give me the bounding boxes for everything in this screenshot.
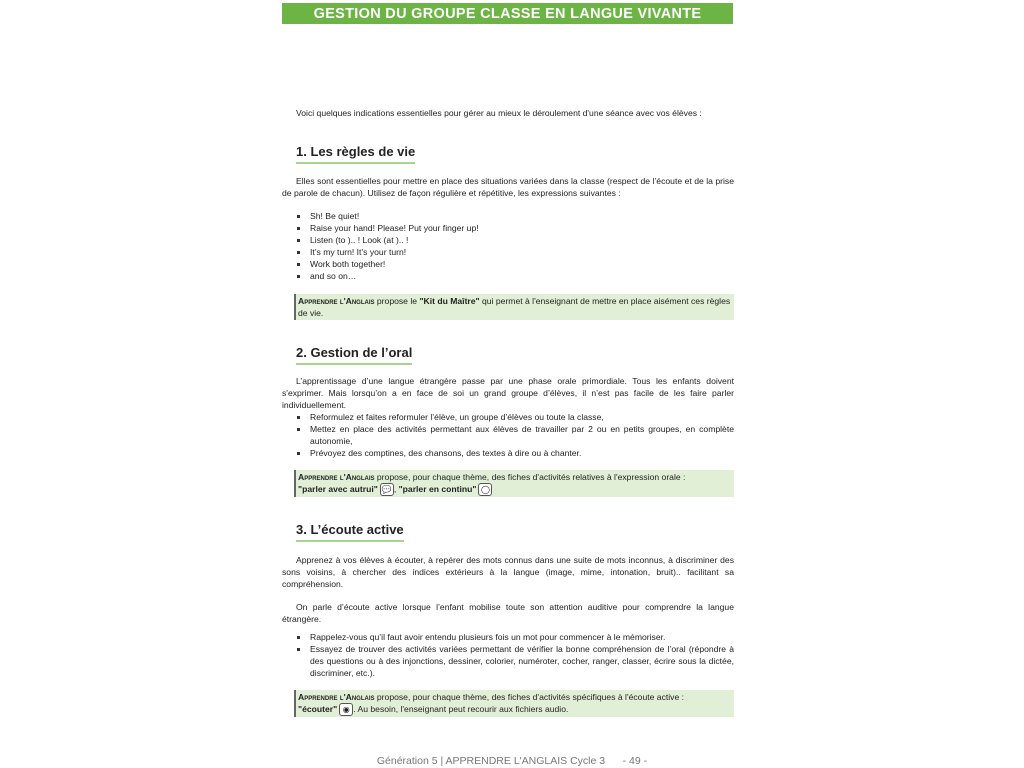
section-3-callout: Apprendre l'Anglais propose, pour chaque thème, des fiches d'activités spécifiques à l'écoute active : "écouter" ◉ . Au besoin, l'enseignant peut recourir aux fichiers audio. — [294, 690, 734, 717]
section-1-callout: Apprendre l'Anglais propose le "Kit du Maître" qui permet à l'enseignant de mettre en place aisément ces règles de vie. — [294, 294, 734, 320]
page-footer — [0, 755, 1024, 767]
section-2-title: 2. Gestion de l’oral — [296, 345, 412, 365]
speech-bubbles-icon: 💬 — [380, 483, 394, 496]
section-1-body: Elles sont essentielles pour mettre en place des situations variées dans la classe (respect de l’écoute et de la prise de parole de chacun). Utilisez de façon régulière et répétitive, les expressions suivantes : Sh! Be quiet! Raise your hand! Please! Put your finger up! Listen (to ).. ! Look (at ).. ! It’s my turn! It’s your turn! Work both together! and so on… — [282, 176, 734, 281]
list-item: Prévoyez des comptines, des chansons, des textes à dire ou à chanter. — [310, 447, 734, 459]
page-header-title: GESTION DU GROUPE CLASSE EN LANGUE VIVANTE — [282, 3, 733, 24]
list-item: Rappelez-vous qu’il faut avoir entendu plusieurs fois un mot pour commencer à le mémoriser. — [310, 631, 734, 643]
section-3-list — [282, 631, 734, 679]
list-item: Work both together! — [310, 258, 734, 270]
list-item: Listen (to ).. ! Look (at ).. ! — [310, 234, 734, 246]
list-item: Essayez de trouver des activités variées permettant de vérifier la bonne compréhension de l’oral (répondre à des questions ou à des injonctions, dessiner, colorier, numéroter, cocher, ranger, classer, écrire sous la dictée, discriminer, etc.). — [310, 644, 734, 678]
section-2-list — [282, 411, 734, 459]
footer-text: Génération 5 | APPRENDRE L'ANGLAIS Cycle 3 — [376, 755, 606, 767]
page-number: - 49 - — [622, 755, 648, 767]
list-item: It’s my turn! It’s your turn! — [310, 246, 734, 258]
speech-bubble-icon: ◯ — [478, 483, 492, 496]
intro-text: Voici quelques indications essentielles pour gérer au mieux le déroulement d'une séance avec vos élèves : — [296, 108, 702, 118]
listening-ear-icon: ◉ — [339, 703, 353, 716]
section-3-body: Apprenez à vos élèves à écouter, à repérer des mots connus dans une suite de mots inconnus, à discriminer des sons voisins, à chercher des indices extérieurs à la langue (image, mime, intonation, bruit).. facilitant sa compréhension. On parle d’écoute active lorsque l’enfant mobilise toute son attention auditive pour comprendre la langue étrangère. Rappelez-vous qu’il faut avoir entendu plusieurs fois un mot pour commencer à le mémoriser. Essayez de trouver des activités variées permettant de vérifier la bonne compréhension de l’oral (répondre à des questions ou à des injonctions, dessiner, colorier, numéroter, cocher, ranger, classer, écrire sous la dictée, discriminer, etc.). — [282, 555, 734, 678]
section-1-list — [282, 210, 734, 282]
section-2-body: L’apprentissage d’une langue étrangère passe par une phase orale primordiale. Tous les enfants doivent s'exprimer. Mais lorsqu’on a en face de soi un grand groupe d’élèves, il n’est pas facile de les faire parler individuellement. Reformulez et faites reformuler l’élève, un groupe d’élèves ou toute la classe, Mettez en place des activités permettant aux élèves de travailler par 2 ou en petits groupes, en complète autonomie, Prévoyez des comptines, des chansons, des textes à dire ou à chanter. — [282, 376, 734, 458]
section-3-title: 3. L’écoute active — [296, 522, 404, 542]
list-item: and so on… — [310, 270, 734, 282]
list-item: Sh! Be quiet! — [310, 210, 734, 222]
list-item: Raise your hand! Please! Put your finger up! — [310, 222, 734, 234]
section-1-title: 1. Les règles de vie — [296, 144, 415, 164]
list-item: Mettez en place des activités permettant aux élèves de travailler par 2 ou en petits groupes, en complète autonomie, — [310, 424, 734, 446]
section-2-callout: Apprendre l'Anglais propose, pour chaque thème, des fiches d'activités relatives à l'expression orale : "parler avec autrui" 💬 , "parler en continu" ◯ — [294, 470, 734, 497]
list-item: Reformulez et faites reformuler l’élève, un groupe d’élèves ou toute la classe, — [310, 411, 734, 423]
